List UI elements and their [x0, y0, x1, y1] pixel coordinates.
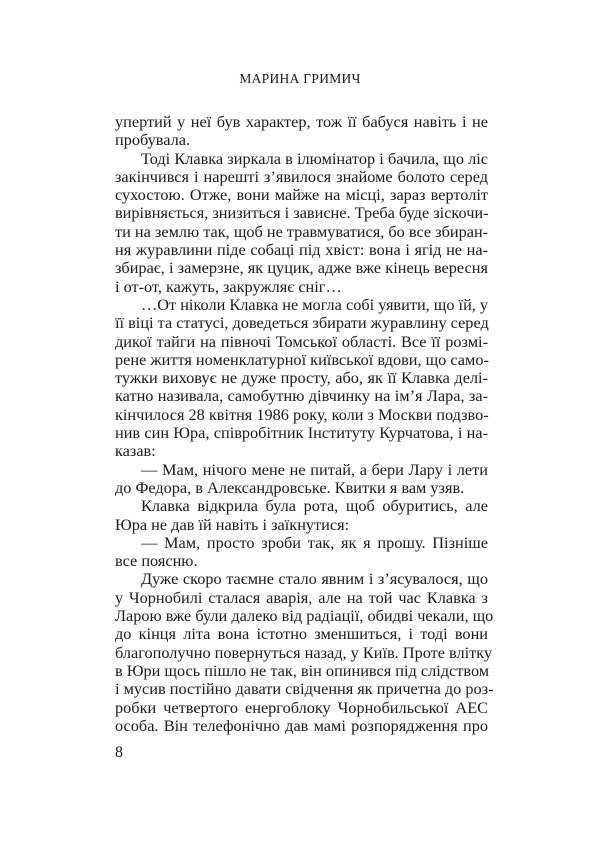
text-line: дикої тайги на півночі Томської області. Все її розмі-: [115, 331, 488, 351]
text-line: до Федора, в Александровське. Квитки я вам узяв.: [115, 477, 465, 497]
text-line: кінчилося 28 квітня 1986 року, коли з Москви подзво-: [115, 404, 489, 424]
text-line: рене життя номенклатурної київської вдови, що само-: [115, 349, 489, 369]
text-line: — Мам, нічого мене не питай, а бери Лару і лети: [141, 459, 488, 479]
text-line: Тоді Клавка зиркала в ілюмінатор і бачила, що ліс: [141, 148, 488, 168]
text-line: упертий у неї був характер, тож її бабуся навіть і не: [115, 112, 488, 131]
text-line: ти на землю так, щоб не травмуватися, бо все збиран-: [115, 221, 489, 241]
text-line: і от-от, кажуть, закружляє сніг…: [115, 276, 342, 296]
text-line: у Чорнобилі сталася аварія, але на той час Клавка з: [115, 587, 488, 607]
text-line: робки четвертого енергоблоку Чорнобильської АЕС: [115, 697, 488, 717]
text-line: Клавка відкрила була рота, щоб обуритись, але: [141, 496, 488, 516]
text-line: і мусив постійно давати свідчення як причетна до роз-: [115, 679, 494, 699]
text-line: благополучно повернуться назад, у Київ. Проте влітку: [115, 642, 493, 662]
text-line: Дуже скоро таємне стало явним і з’ясувалося, що: [141, 569, 488, 589]
text-line: пробувала.: [115, 130, 191, 150]
text-line: все поясню.: [115, 551, 198, 571]
text-line: Ларою вже були далеко від радіації, обидві чекали, що: [115, 606, 494, 626]
text-line: ня журавлини піде собаці під хвіст: вона і ягід не на-: [115, 240, 488, 260]
text-line: її віці та статусі, доведеться збирати журавлину серед: [115, 313, 489, 333]
text-line: закінчився і нарешті з’явилося знайоме болото серед: [115, 166, 488, 186]
text-line: сухостою. Отже, вони майже на місці, зараз вертоліт: [115, 185, 488, 205]
text-line: до кінця літа вона істотно зменшиться, і тоді вони: [115, 624, 488, 644]
page-number: 8: [115, 744, 123, 761]
text-line: казав:: [115, 441, 156, 461]
text-line: в Юри щось пішло не так, він опинився під слідством: [115, 660, 490, 680]
text-line: тужки виховує не дуже просту, або, як її Клавка делі-: [115, 368, 488, 388]
text-line: нив син Юра, співробітник Інституту Курчатова, і на-: [115, 423, 488, 443]
text-line: …От ніколи Клавка не могла собі уявити, що їй, у: [141, 294, 489, 314]
text-line: катно називала, самобутню дівчинку на ім’я Лара, за-: [115, 386, 488, 406]
text-line: — Мам, просто зроби так, як я прошу. Пізніше: [141, 532, 488, 552]
running-header: МАРИНА ГРИМИЧ: [239, 71, 361, 86]
text-line: Юра не дав їй навіть і заїкнутися:: [115, 514, 350, 534]
text-line: вирівняється, знизиться і зависне. Треба буде зіскочи-: [115, 203, 489, 223]
text-line: особа. Він телефонічно дав мамі розпорядження про: [115, 715, 488, 735]
text-line: збирає, і замерзне, як цуцик, адже вже кінець вересня: [115, 258, 488, 278]
page-body-text: [115, 112, 494, 735]
